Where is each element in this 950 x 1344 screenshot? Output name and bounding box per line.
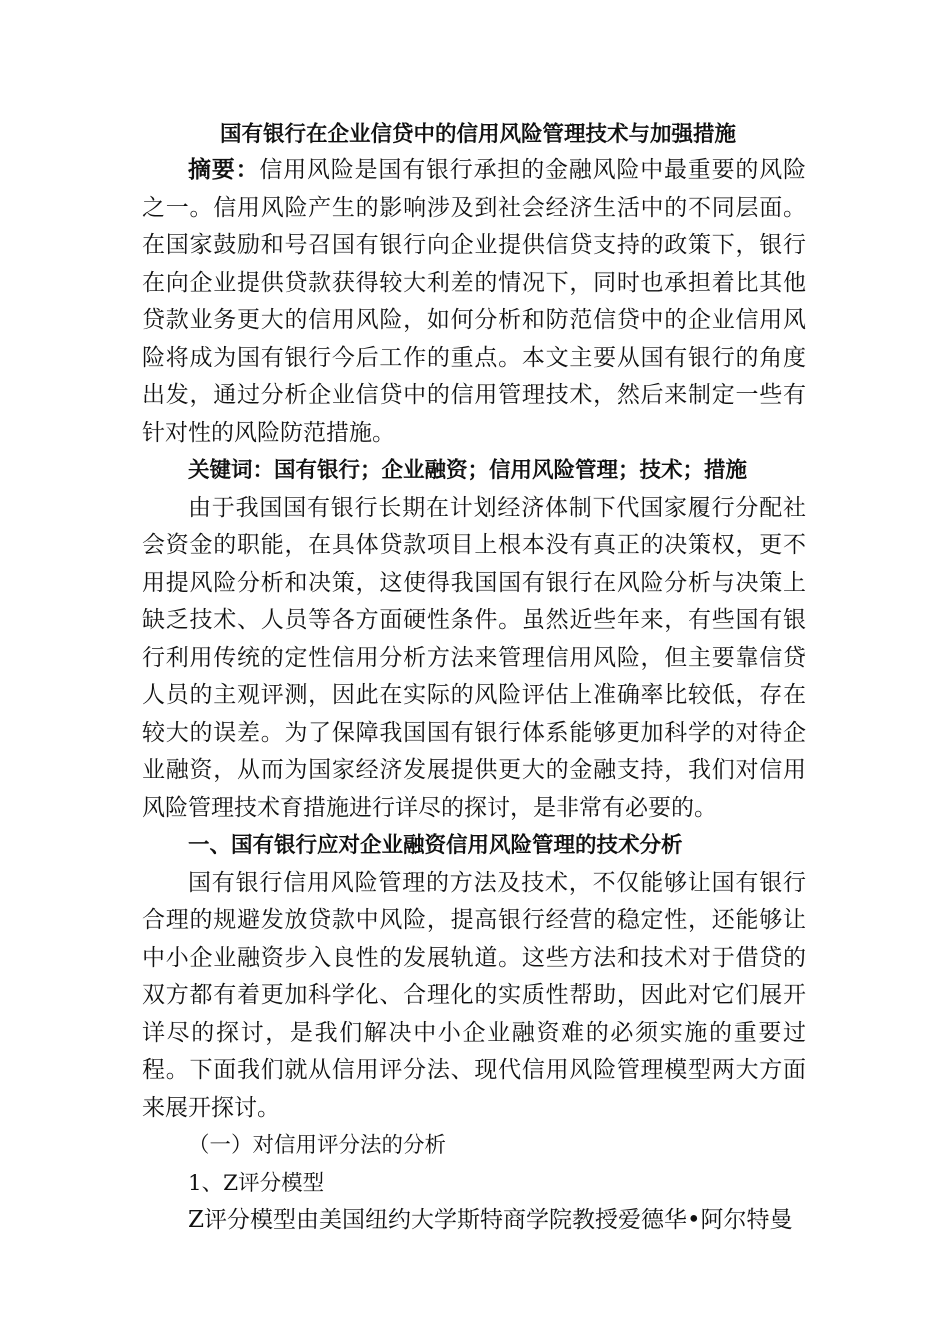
item-paragraph: Z评分模型由美国纽约大学斯特商学院教授爱德华•阿尔特曼	[188, 1207, 793, 1233]
document-title: 国有银行在企业信贷中的信用风险管理技术与加强措施	[219, 122, 736, 147]
subsection-heading: （一）对信用评分法的分析	[188, 1133, 447, 1158]
section-heading: 一、国有银行应对企业融资信用风险管理的技术分析	[188, 833, 683, 858]
keywords-line: 关键词：国有银行；企业融资；信用风险管理；技术；措施	[188, 458, 748, 483]
document-body	[142, 118, 806, 1240]
abstract-text: 信用风险是国有银行承担的金融风险中最重要的风险之一。信用风险产生的影响涉及到社会经济生活中的不同层面。在国家鼓励和号召国有银行向企业提供信贷支持的政策下，银行在向企业提供贷款获得较大利差的情况下，同时也承担着比其他贷款业务更大的信用风险，如何分析和防范信贷中的企业信用风险将成为国有银行今后工作的重点。本文主要从国有银行的角度出发，通过分析企业信贷中的信用管理技术，然后来制定一些有针对性的风险防范措施。	[142, 157, 807, 446]
abstract-label: 摘要：	[188, 157, 260, 183]
abstract-paragraph	[142, 152, 806, 452]
intro-paragraph: 由于我国国有银行长期在计划经济体制下代国家履行分配社会资金的职能，在具体贷款项目上根本没有真正的决策权，更不用提风险分析和决策，这使得我国国有银行在风险分析与决策上缺乏技术、人员等各方面硬性条件。虽然近些年来，有些国有银行利用传统的定性信用分析方法来管理信用风险，但主要靠信贷人员的主观评测，因此在实际的风险评估上准确率比较低，存在较大的误差。为了保障我国国有银行体系能够更加科学的对待企业融资，从而为国家经济发展提供更大的金融支持，我们对信用风险管理技术育措施进行详尽的探讨，是非常有必要的。	[142, 494, 806, 821]
item-heading: 1、Z评分模型	[188, 1170, 325, 1196]
section-paragraph: 国有银行信用风险管理的方法及技术，不仅能够让国有银行合理的规避发放贷款中风险，提高银行经营的稳定性，还能够让中小企业融资步入良性的发展轨道。这些方法和技术对于借贷的双方都有着更加科学化、合理化的实质性帮助，因此对它们展开详尽的探讨，是我们解决中小企业融资难的必须实施的重要过程。下面我们就从信用评分法、现代信用风险管理模型两大方面来展开探讨。	[142, 869, 806, 1121]
